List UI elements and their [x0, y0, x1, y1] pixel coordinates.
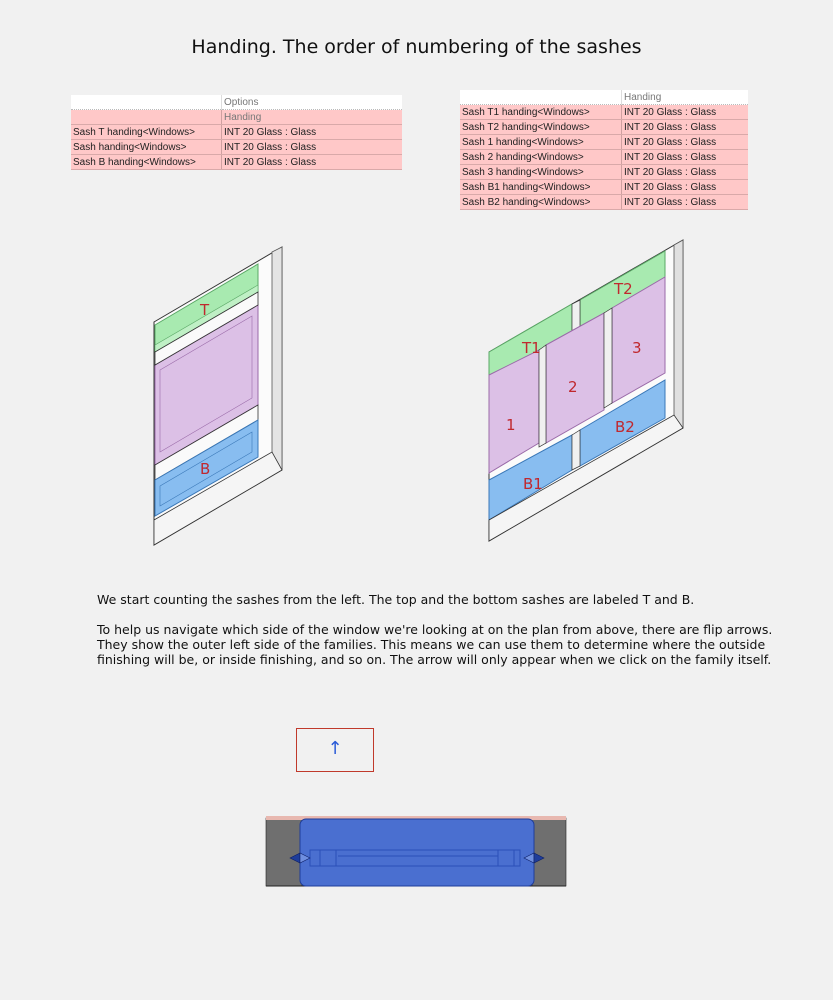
sash-label-t2: T2	[614, 280, 633, 298]
table-row[interactable]	[460, 195, 748, 210]
param-name: Sash handing<Windows>	[71, 140, 222, 155]
table-row[interactable]	[71, 140, 402, 155]
window-left-diagram	[140, 240, 300, 555]
table-header-row	[460, 90, 748, 105]
param-value[interactable]: INT 20 Glass : Glass	[622, 165, 749, 180]
table-row[interactable]	[460, 105, 748, 120]
param-value[interactable]: INT 20 Glass : Glass	[622, 135, 749, 150]
sash-label-b1: B1	[523, 475, 543, 493]
param-name: Sash T1 handing<Windows>	[460, 105, 622, 120]
table-row[interactable]	[460, 120, 748, 135]
table-header-options: Options	[222, 95, 403, 110]
param-value[interactable]: INT 20 Glass : Glass	[222, 125, 403, 140]
sash-label-2: 2	[568, 378, 578, 396]
table-group-row	[71, 110, 402, 125]
table-group-handing: Handing	[222, 110, 403, 125]
param-name: Sash 3 handing<Windows>	[460, 165, 622, 180]
sash-label-b2: B2	[615, 418, 635, 436]
page-title: Handing. The order of numbering of the sashes	[191, 36, 642, 58]
param-value[interactable]: INT 20 Glass : Glass	[222, 155, 403, 170]
table-header-blank	[460, 90, 622, 105]
mullion	[572, 430, 580, 470]
param-value[interactable]: INT 20 Glass : Glass	[622, 120, 749, 135]
param-value[interactable]: INT 20 Glass : Glass	[622, 195, 749, 210]
sash-label-bottom: B	[200, 460, 211, 478]
table-row[interactable]	[71, 155, 402, 170]
param-name: Sash T2 handing<Windows>	[460, 120, 622, 135]
table-row[interactable]	[460, 135, 748, 150]
flip-arrow-button[interactable]	[296, 728, 374, 772]
window-right-diagram	[480, 235, 690, 550]
table-row[interactable]	[460, 180, 748, 195]
param-value[interactable]: INT 20 Glass : Glass	[622, 105, 749, 120]
param-name: Sash 2 handing<Windows>	[460, 150, 622, 165]
window-frame-side	[272, 247, 282, 475]
wall-right	[532, 818, 566, 886]
paragraph-intro: We start counting the sashes from the left. The top and the bottom sashes are labeled T and B.	[97, 592, 695, 607]
param-name: Sash 1 handing<Windows>	[460, 135, 622, 150]
table-row[interactable]	[460, 165, 748, 180]
sash-label-3: 3	[632, 339, 642, 357]
flip-arrow-icon[interactable]: ↑	[327, 738, 343, 759]
param-name: Sash T handing<Windows>	[71, 125, 222, 140]
window-frame-side	[674, 240, 683, 433]
table-row[interactable]	[460, 150, 748, 165]
param-value[interactable]: INT 20 Glass : Glass	[222, 140, 403, 155]
mullion	[604, 308, 612, 408]
table-header-blank	[71, 95, 222, 110]
properties-table-right	[460, 90, 748, 210]
sash-label-top: T	[200, 301, 210, 319]
plan-window-body[interactable]	[300, 819, 534, 886]
param-value[interactable]: INT 20 Glass : Glass	[622, 150, 749, 165]
table-header-row	[71, 95, 402, 110]
table-group-blank	[71, 110, 222, 125]
param-value[interactable]: INT 20 Glass : Glass	[622, 180, 749, 195]
table-header-handing: Handing	[622, 90, 749, 105]
table-row[interactable]	[71, 125, 402, 140]
paragraph-flip-arrows: To help us navigate which side of the window we're looking at on the plan from above, there are flip arrows. They show the outer left side of the families. This means we can use them to determine where the outside finishing will be, or inside finishing, and so on. The arrow will only appear when we click on the family itself.	[97, 622, 773, 667]
sash-label-1: 1	[506, 416, 516, 434]
sash-label-t1: T1	[522, 339, 541, 357]
param-name: Sash B handing<Windows>	[71, 155, 222, 170]
param-name: Sash B1 handing<Windows>	[460, 180, 622, 195]
mullion	[539, 345, 546, 447]
param-name: Sash B2 handing<Windows>	[460, 195, 622, 210]
plan-view-window	[262, 812, 572, 892]
properties-table-left	[71, 95, 402, 170]
wall-left	[266, 818, 302, 886]
